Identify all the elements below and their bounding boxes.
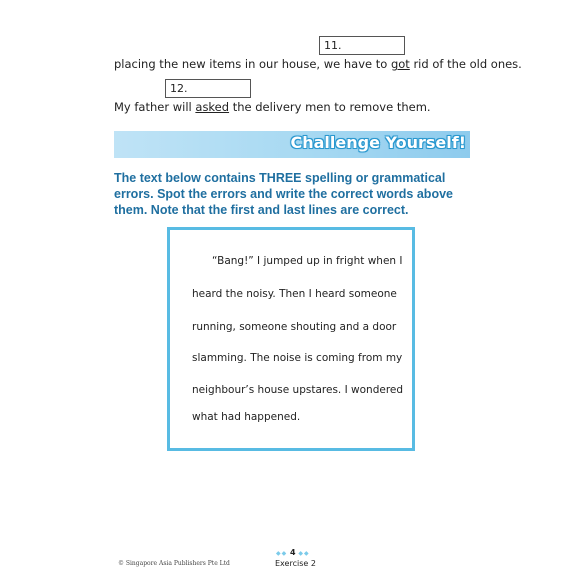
decorative-dots-right: ◆◆ <box>298 550 310 557</box>
passage-line-6: what had happened. <box>192 411 301 423</box>
underlined-word-12: asked <box>195 100 230 114</box>
passage-line-1: “Bang!” I jumped up in fright when I <box>212 255 403 267</box>
passage-line-3: running, someone shouting and a door <box>192 321 397 333</box>
question-number-11: 11. <box>324 39 342 52</box>
decorative-dots-left: ◆◆ <box>276 550 288 557</box>
exercise-label: Exercise 2 <box>275 559 316 568</box>
instructions: The text below contains THREE spelling or grammatical errors. Spot the errors and write the correct words above them. Note that the first and last lines are correct. <box>114 171 453 217</box>
question-number-12: 12. <box>170 82 188 95</box>
passage-line-2: heard the noisy. Then I heard someone <box>192 288 397 300</box>
passage-line-4: slamming. The noise is coming from my <box>192 352 403 364</box>
answer-box-11[interactable] <box>319 36 405 55</box>
passage-box <box>167 227 415 451</box>
challenge-banner <box>114 131 470 158</box>
underlined-word-11: got <box>390 57 410 71</box>
question-12-sentence: My father will asked the delivery men to remove them. <box>114 100 431 114</box>
page-number: ◆◆ 4 ◆◆ <box>276 548 310 557</box>
passage-line-5: neighbour’s house upstares. I wondered <box>192 384 404 396</box>
answer-box-12[interactable] <box>165 79 251 98</box>
copyright-notice: © Singapore Asia Publishers Pte Ltd <box>118 560 230 567</box>
question-11-sentence: placing the new items in our house, we have to got rid of the old ones. <box>114 57 522 71</box>
banner-title: Challenge Yourself! <box>290 133 466 152</box>
